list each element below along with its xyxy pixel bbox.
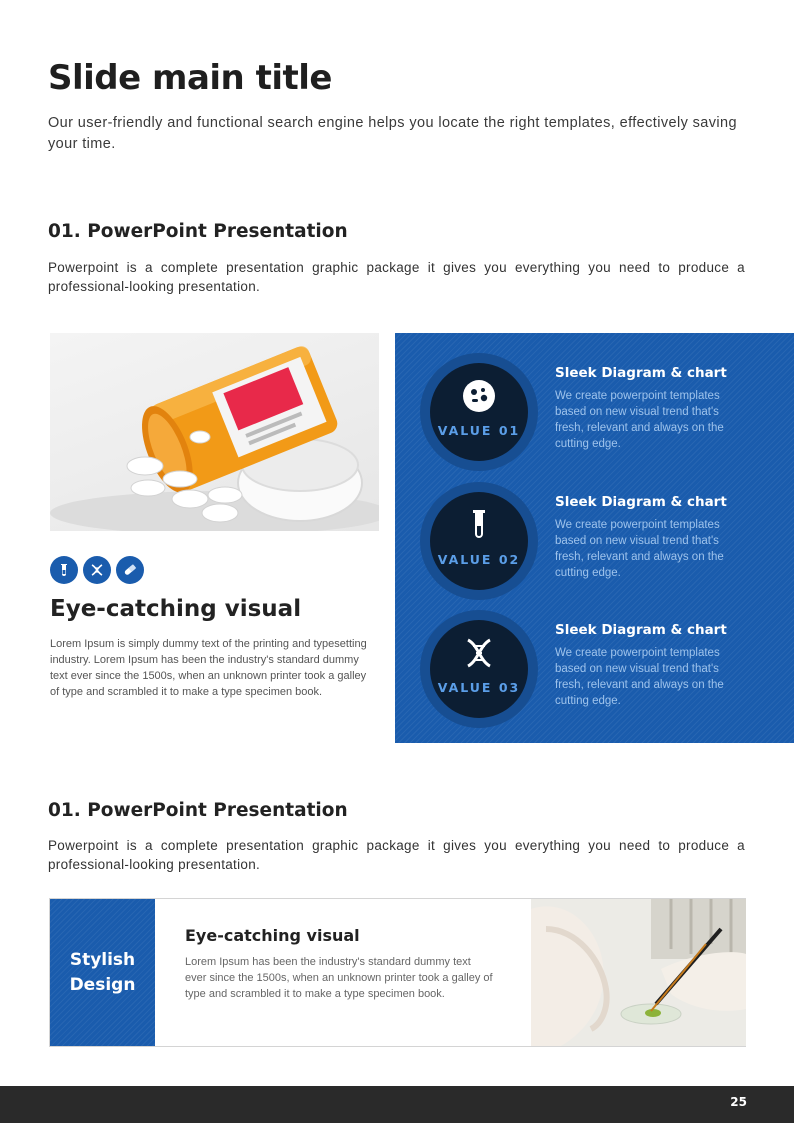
value-text: We create powerpoint templates based on new visual trend that's fresh, relevant and always on the cutting edge. bbox=[555, 390, 724, 450]
value-text: We create powerpoint templates based on new visual trend that's fresh, relevant and always on the cutting edge. bbox=[555, 519, 724, 579]
bacteria-icon bbox=[462, 379, 496, 413]
page-title: Slide main title bbox=[48, 58, 332, 98]
section-heading: 01. PowerPoint Presentation bbox=[48, 800, 348, 821]
card-tag: Stylish Design bbox=[69, 949, 136, 995]
card-text: Lorem Ipsum has been the industry's standard dummy text ever since the 1500s, when an unknown printer took a galley of type and scrambled it to make a type specimen book. bbox=[185, 956, 493, 1000]
feature-card bbox=[49, 898, 746, 1047]
footer-bar bbox=[0, 1086, 794, 1123]
section-text: Powerpoint is a complete presentation graphic package it gives you everything you need to produce a professional-looking presentation. bbox=[48, 260, 745, 294]
pill-bottle-illustration bbox=[50, 333, 379, 531]
value-text: We create powerpoint templates based on new visual trend that's fresh, relevant and always on the cutting edge. bbox=[555, 647, 724, 707]
dna-icon bbox=[83, 556, 111, 584]
page-subtitle: Our user-friendly and functional search engine helps you locate the right templates, effectively saving your time. bbox=[48, 115, 737, 152]
value-label: VALUE 02 bbox=[437, 552, 521, 567]
test-tube-icon bbox=[50, 556, 78, 584]
dna-icon bbox=[462, 636, 496, 670]
section-text: Powerpoint is a complete presentation graphic package it gives you everything you need to produce a professional-looking presentation. bbox=[48, 838, 745, 872]
pill-bottle-image bbox=[50, 333, 379, 531]
visual-text: Lorem Ipsum is simply dummy text of the printing and typesetting industry. Lorem Ipsum has been the industry's standard dummy text ever since the 1500s, when an unknown printer took a galley of type and scrambled it to make a type specimen book. bbox=[50, 638, 367, 698]
value-disc bbox=[430, 363, 528, 461]
value-disc bbox=[430, 620, 528, 718]
visual-title: Eye-catching visual bbox=[50, 596, 302, 622]
value-label: VALUE 01 bbox=[437, 423, 521, 438]
feature-icons bbox=[50, 556, 144, 584]
value-title: Sleek Diagram & chart bbox=[555, 622, 727, 638]
value-title: Sleek Diagram & chart bbox=[555, 494, 727, 510]
lab-image bbox=[531, 899, 746, 1046]
test-tube-icon bbox=[462, 508, 496, 542]
page-number: 25 bbox=[730, 1095, 747, 1109]
lab-illustration bbox=[531, 899, 746, 1046]
capsule-icon bbox=[116, 556, 144, 584]
value-title: Sleek Diagram & chart bbox=[555, 365, 727, 381]
section-heading: 01. PowerPoint Presentation bbox=[48, 221, 348, 242]
card-title: Eye-catching visual bbox=[185, 926, 360, 945]
card-tag-panel bbox=[50, 899, 155, 1046]
value-disc bbox=[430, 492, 528, 590]
values-panel bbox=[395, 333, 794, 743]
value-label: VALUE 03 bbox=[437, 680, 521, 695]
